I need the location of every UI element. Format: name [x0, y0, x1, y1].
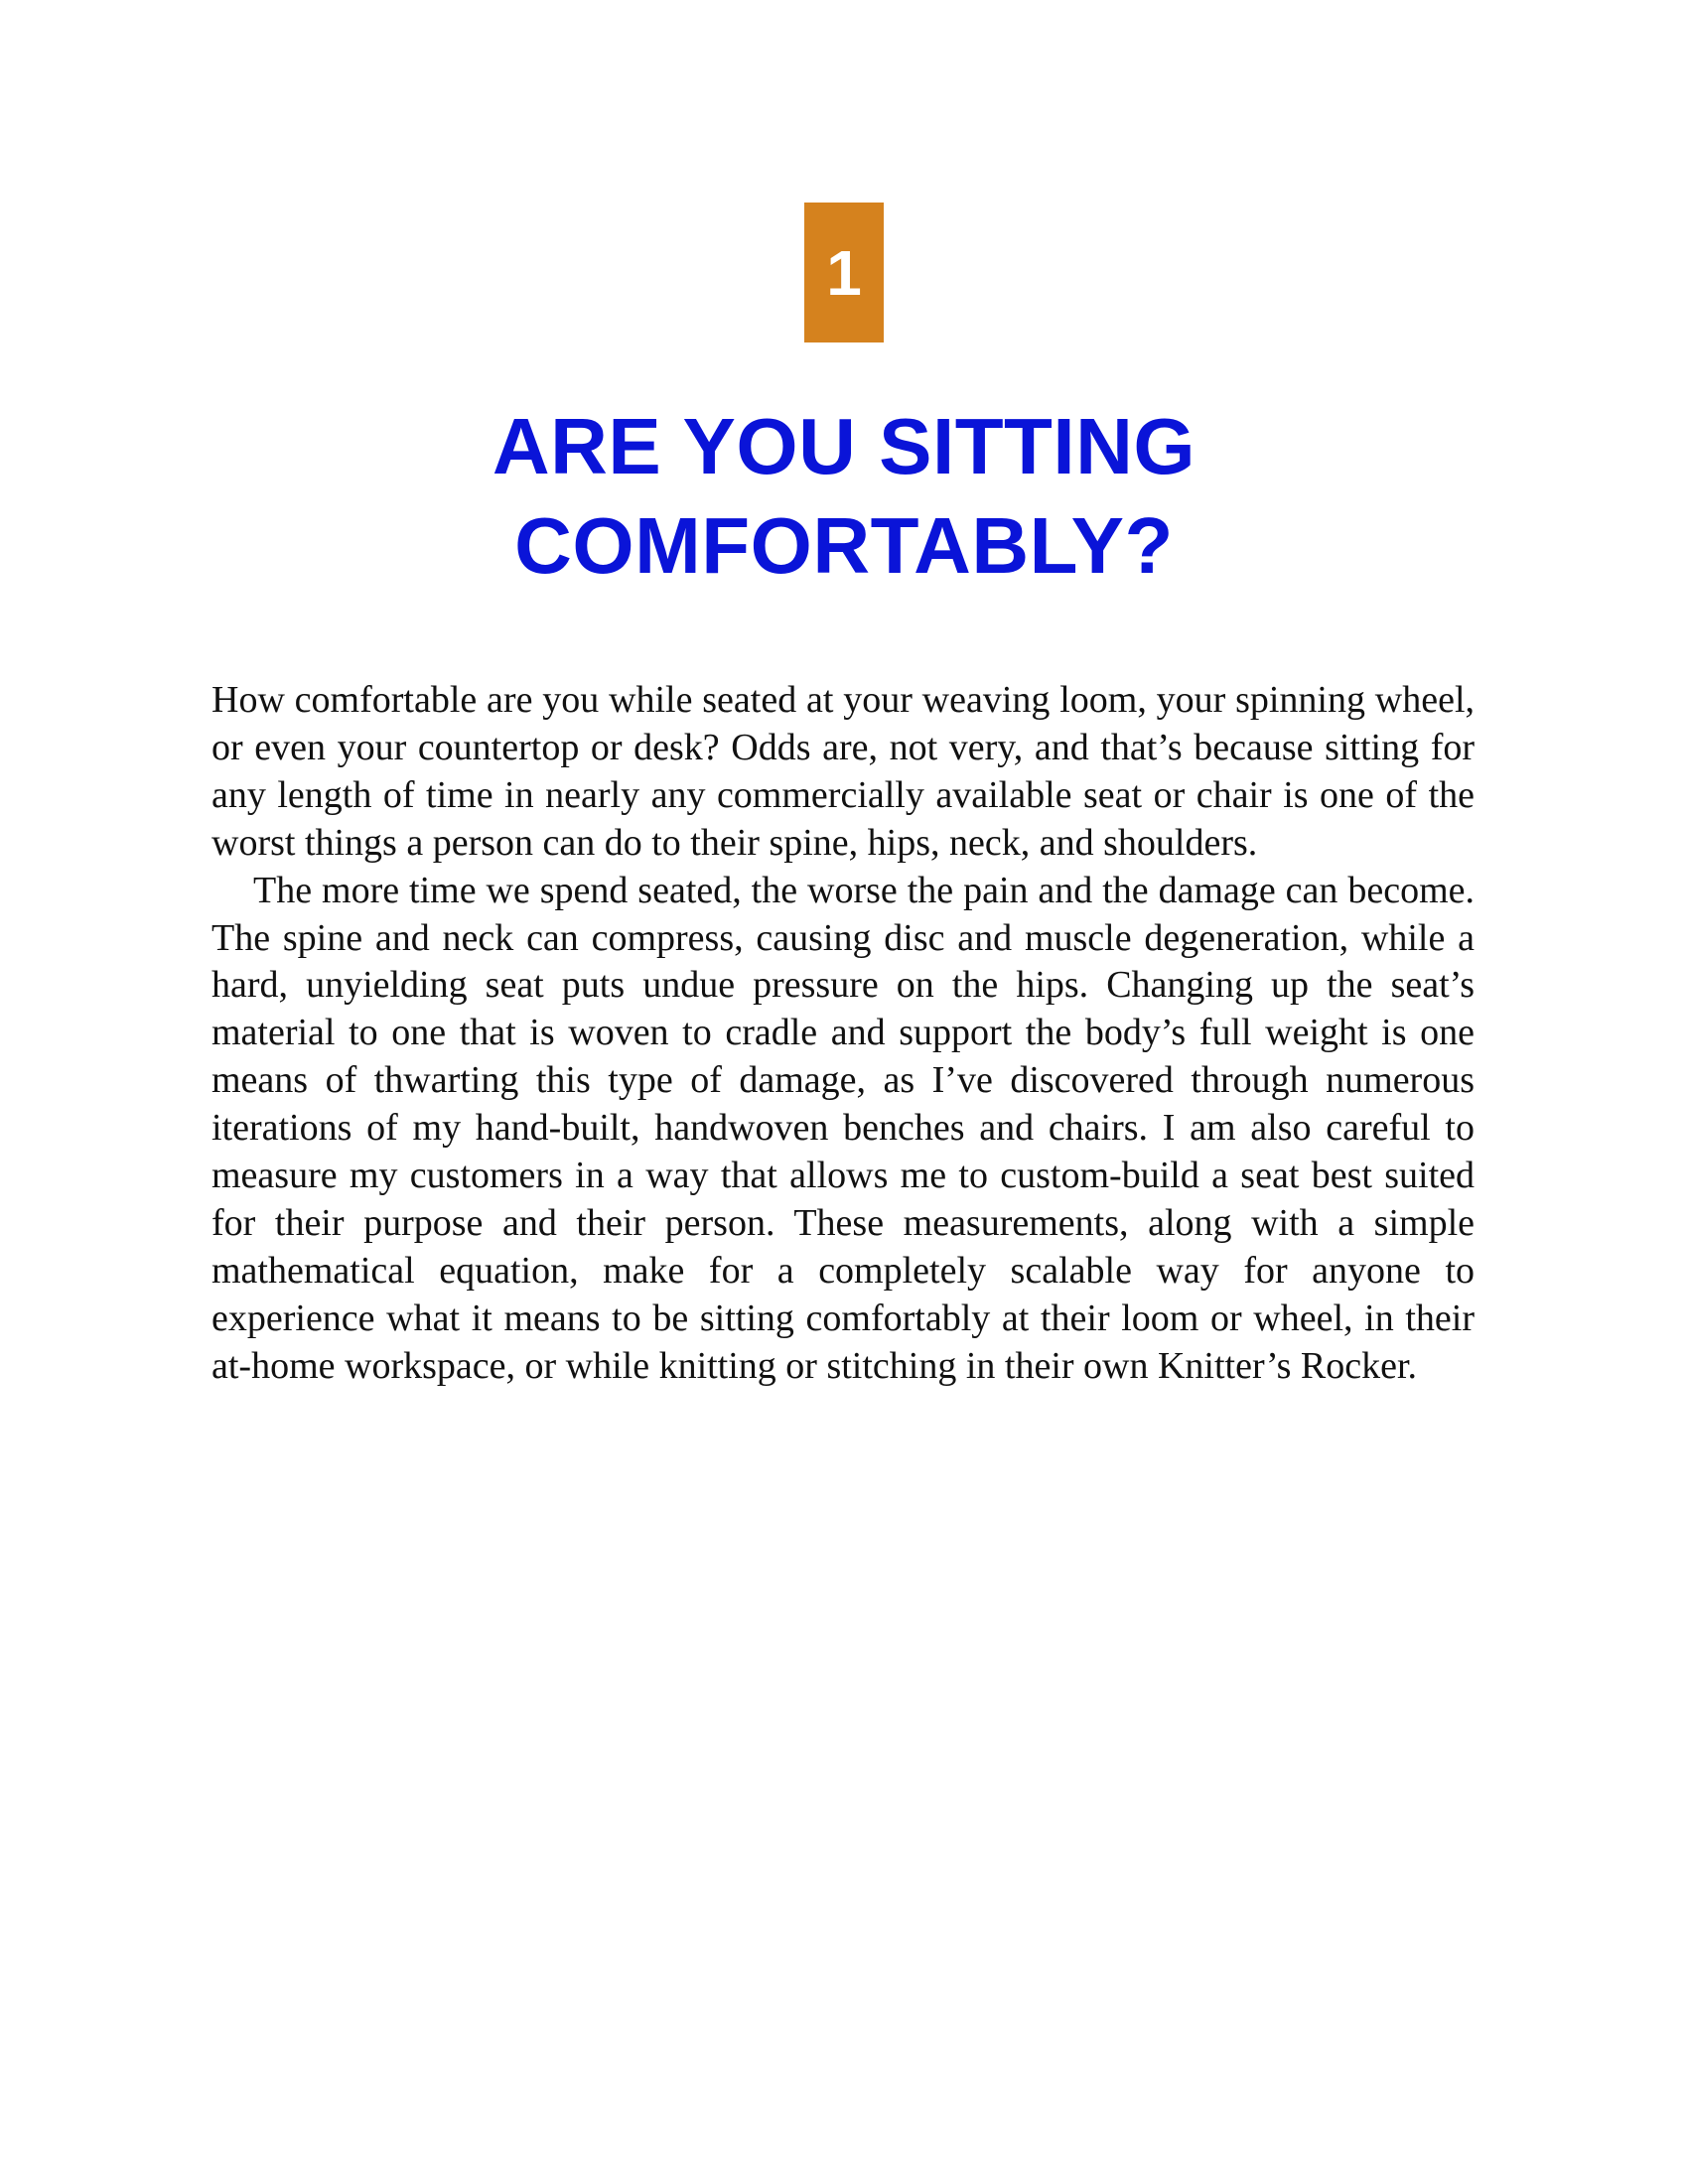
paragraph-1: How comfortable are you while seated at your weaving loom, your spinning wheel, or even your countertop or desk? Odds are, not very, and that’s because sitting for any length of time in nearly any commercially available seat or chair is one of the worst things a person can do to their spine, hips, neck, and shoulders.	[211, 679, 1475, 864]
chapter-number-badge	[804, 203, 884, 342]
chapter-title	[298, 397, 1390, 596]
chapter-body-text	[211, 677, 1475, 1391]
chapter-title-line-2: COMFORTABLY?	[514, 501, 1174, 590]
chapter-title-line-1: ARE YOU SITTING	[492, 402, 1196, 490]
chapter-number: 1	[826, 236, 862, 309]
paragraph-2: The more time we spend seated, the worse the pain and the damage can become. The spine and neck can compress, causing disc and muscle degeneration, while a hard, unyielding seat puts undue pressure on the hips. Changing up the seat’s material to one that is woven to cradle and support the body’s full weight is one means of thwarting this type of damage, as I’ve discovered through numerous iterations of my hand-built, handwoven benches and chairs. I am also careful to measure my customers in a way that allows me to custom-build a seat best suited for their purpose and their person. These measurements, along with a simple mathematical equation, make for a completely scalable way for anyone to experience what it means to be sitting comfortably at their loom or wheel, in their at-home workspace, or while knitting or stitching in their own Knitter’s Rocker.	[211, 869, 1475, 1387]
